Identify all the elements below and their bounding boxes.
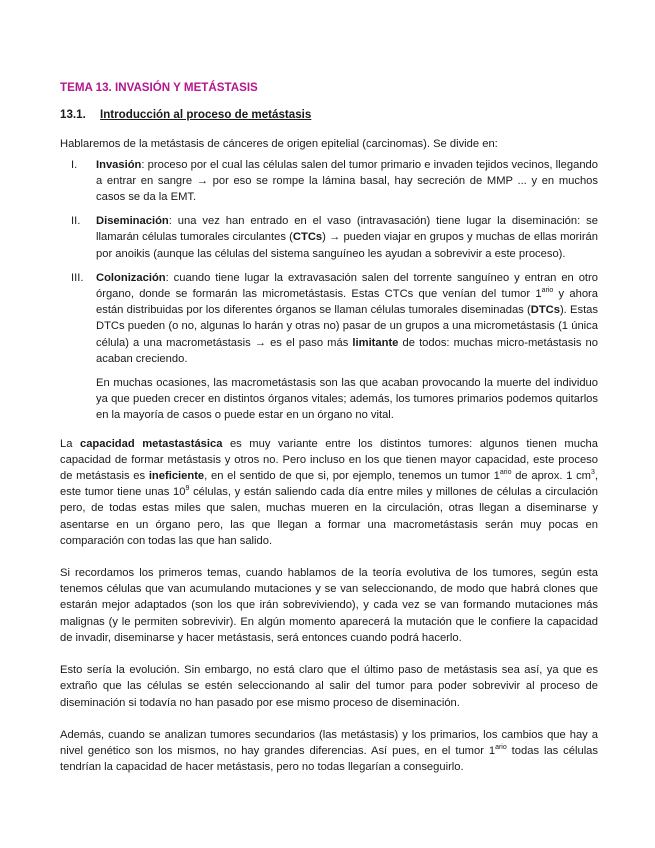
- list-item-colonizacion: [60, 270, 598, 424]
- superscript: ario: [541, 287, 554, 295]
- superscript: 9: [185, 485, 190, 493]
- text-run: , en el sentido de que si, por ejemplo, tenemos un tumor 1: [204, 470, 500, 483]
- text-run: La: [60, 437, 80, 450]
- evolution-paragraph: Si recordamos los primeros temas, cuando hablamos de la teoría evolutiva de los tumores, según esta tenemos células que van acumulando mutaciones y se van seleccionando, de modo que habrá clones que estarán mejor adaptados (son los que irán sobreviviendo), y cada vez se van formando mutaciones más malignas (y le permiten sobrevivir). En algún momento aparecerá la mutación que le confiere la capacidad de invadir, diseminarse y hacer metástasis, será entonces cuando podrá hacerlo.: [60, 567, 598, 644]
- colonizacion-extra-paragraph: En muchas ocasiones, las macrometástasis son las que acaban provocando la muerte del individuo ya que pueden crecer en distintos órganos vitales; además, los tumores primarios podemos quitarlos en la mayoría de casos o puede estar en un órgano no vital.: [96, 377, 598, 422]
- document-content: [60, 80, 598, 775]
- list-numeral: III.: [71, 271, 84, 284]
- text-run: células, y están saliendo cada día entre miles y millones de células a circulación pero, de todas estas miles que salen, muchas mueren en la circulación, otras llegan a diseminarse y asentarse en un órgano pero, las que llegan a formar una macrometástasis serán muy pocas en comparación con todas las que han salido.: [60, 486, 598, 547]
- term-diseminacion: Diseminación: [96, 215, 169, 228]
- item-text: de todos: muchas micro-metástasis no acaban creciendo.: [96, 336, 598, 365]
- text-run: , este tumor tiene unas 10: [60, 470, 598, 499]
- bold-ineficiente: ineficiente: [148, 470, 205, 483]
- item-text: : una vez han entrado en el vaso (intravasación) tiene lugar la diseminación: se llamarán células tumorales circulantes (: [96, 215, 598, 244]
- bold-limitante: limitante: [352, 336, 399, 349]
- list-item-body: [96, 157, 598, 206]
- superscript: ario: [499, 469, 512, 477]
- list-numeral: II.: [71, 215, 81, 228]
- text-run: Además, cuando se analizan tumores secundarios (las metástasis) y los primarios, los cambios que hay a nivel genético son los mismos, no hay grandes diferencias. Así pues, en el tumor 1: [60, 728, 598, 757]
- section-title: Introducción al proceso de metástasis: [100, 108, 312, 122]
- section-number: 13.1.: [60, 108, 86, 122]
- bold-dtcs: DTCs: [530, 304, 560, 317]
- genetics-paragraph: [60, 727, 598, 776]
- list-item-body: [96, 213, 598, 262]
- list-item-body: [96, 270, 598, 424]
- term-colonizacion: Colonización: [96, 271, 166, 284]
- item-text: ) → pueden viajar en grupos y muchas de ellas morirán por anoikis (aunque las células del sistema sanguíneo les ayudan a sobrevivir a este proceso).: [96, 231, 599, 260]
- superscript: 3: [590, 469, 595, 477]
- capacity-paragraph: [60, 436, 598, 549]
- intro-paragraph: Hablaremos de la metástasis de cánceres de origen epitelial (carcinomas). Se divide en:: [60, 138, 498, 151]
- item-text: : proceso por el cual las células salen del tumor primario e invaden tejidos vecinos, llegando a entrar en sangre → por eso se rompe la lámina basal, hay secreción de MMP ... y en muchos casos se da la EMT.: [96, 158, 598, 204]
- text-run: de aprox. 1 cm: [511, 470, 591, 483]
- term-invasion: Invasión: [96, 158, 142, 171]
- list-item-invasion: [60, 157, 598, 206]
- doubt-paragraph: Esto sería la evolución. Sin embargo, no está claro que el último paso de metástasis sea así, ya que es extraño que las células se estén seleccionando al salir del tumor para poder sobrevivir al proceso de diseminación si todavía no han pasado por ese mismo proceso de diseminación.: [60, 664, 598, 709]
- text-run: todas las células tendrían la capacidad de hacer metástasis, pero no todas llegarían a conseguirlo.: [60, 744, 598, 774]
- text-run: es muy variante entre los distintos tumores: algunos tienen mucha capacidad de formar metástasis y otros no. Pero incluso en los que tienen mayor capacidad, este proceso de metástasis es: [60, 437, 598, 483]
- chapter-title: TEMA 13. INVASIÓN Y METÁSTASIS: [60, 81, 258, 94]
- item-text: : cuando tiene lugar la extravasación salen del torrente sanguíneo y entran en otro órgano, donde se formarán las micrometástasis. Estas CTCs que venían del tumor 1: [96, 271, 598, 301]
- list-numeral: I.: [71, 158, 78, 171]
- section-heading: [60, 107, 598, 123]
- superscript: ario: [495, 743, 507, 751]
- item-text: ). Estas DTCs pueden (o no, algunas lo harán y otras no) pasar de un grupos a una micrometástasis (1 única célula) a una macrometástasis → es el paso más: [96, 304, 598, 349]
- colonizacion-paragraph: [96, 270, 598, 367]
- list-item-diseminacion: [60, 213, 598, 262]
- bold-capacidad: capacidad metastastásica: [79, 437, 223, 450]
- bold-ctcs: CTCs: [292, 231, 323, 244]
- item-text: y ahora están distribuidas por los diferentes órganos se llaman células tumorales diseminadas (: [96, 288, 598, 317]
